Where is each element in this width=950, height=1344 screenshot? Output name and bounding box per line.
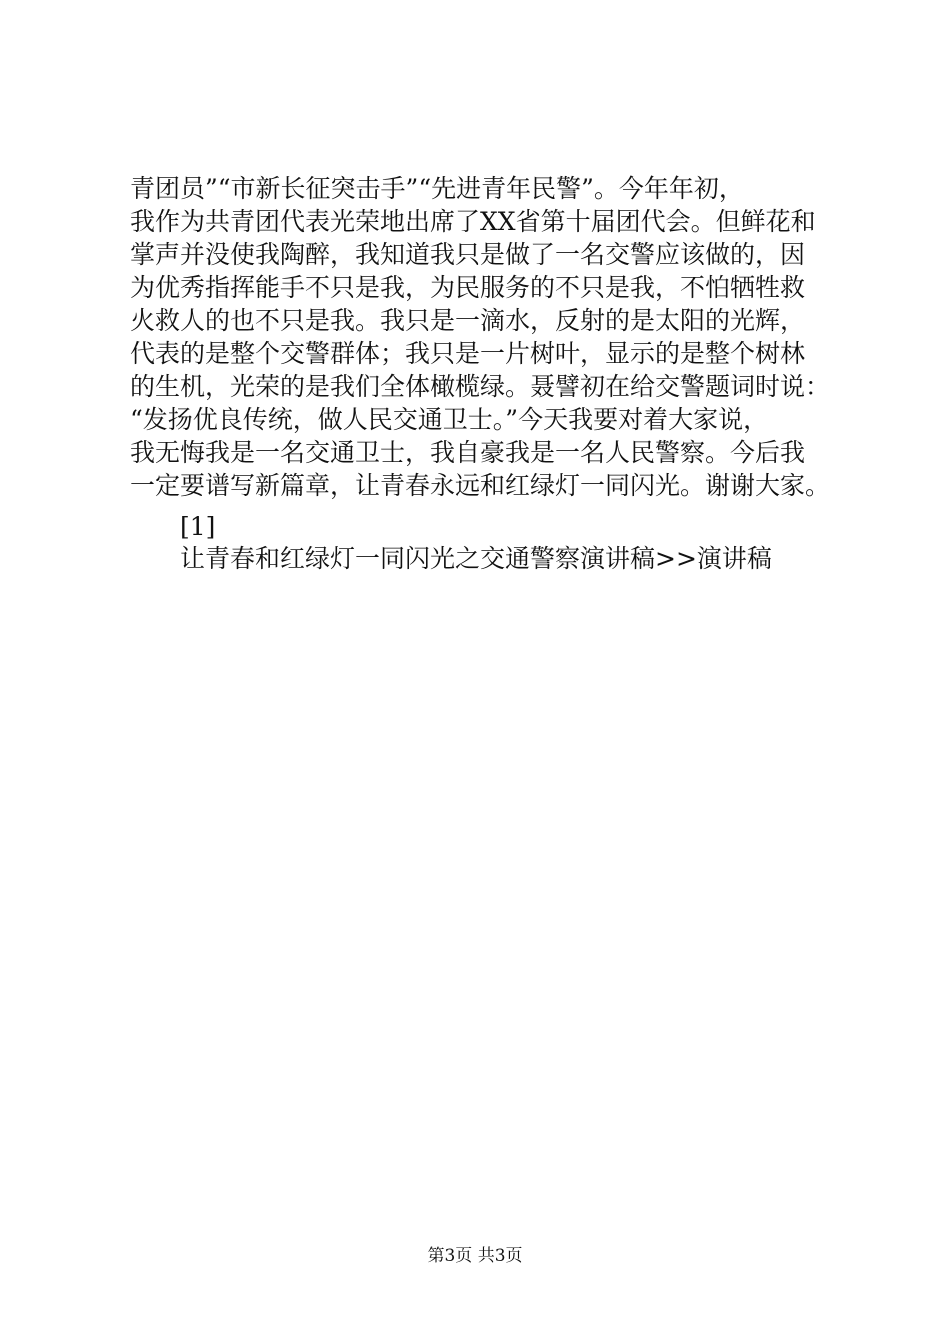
body-line: 为优秀指挥能手不只是我，为民服务的不只是我，不怕牺牲救: [130, 273, 806, 302]
body-line: 青团员”“市新长征突击手”“先进青年民警”。今年年初，: [130, 174, 744, 203]
page-number-footer: 第3页 共3页: [427, 1246, 523, 1266]
body-line: 代表的是整个交警群体；我只是一片树叶，显示的是整个树林: [130, 339, 806, 368]
body-line: 掌声并没使我陶醉，我知道我只是做了一名交警应该做的，因: [130, 240, 806, 269]
footnote-reference: [1]: [180, 512, 216, 541]
body-line: 火救人的也不只是我。我只是一滴水，反射的是太阳的光辉，: [130, 306, 806, 335]
body-text: [130, 172, 850, 502]
body-line: 我作为共青团代表光荣地出席了XX省第十届团代会。但鲜花和: [130, 207, 816, 236]
related-article-link[interactable]: 让青春和红绿灯一同闪光之交通警察演讲稿>>演讲稿: [180, 544, 772, 573]
body-line: 的生机，光荣的是我们全体橄榄绿。聂譬初在给交警题词时说：: [130, 372, 831, 401]
body-line: 一定要谱写新篇章，让青春永远和红绿灯一同闪光。谢谢大家。: [130, 471, 831, 500]
body-line: “发扬优良传统，做人民交通卫士。”今天我要对着大家说，: [130, 405, 769, 434]
body-line: 我无悔我是一名交通卫士，我自豪我是一名人民警察。今后我: [130, 438, 806, 467]
